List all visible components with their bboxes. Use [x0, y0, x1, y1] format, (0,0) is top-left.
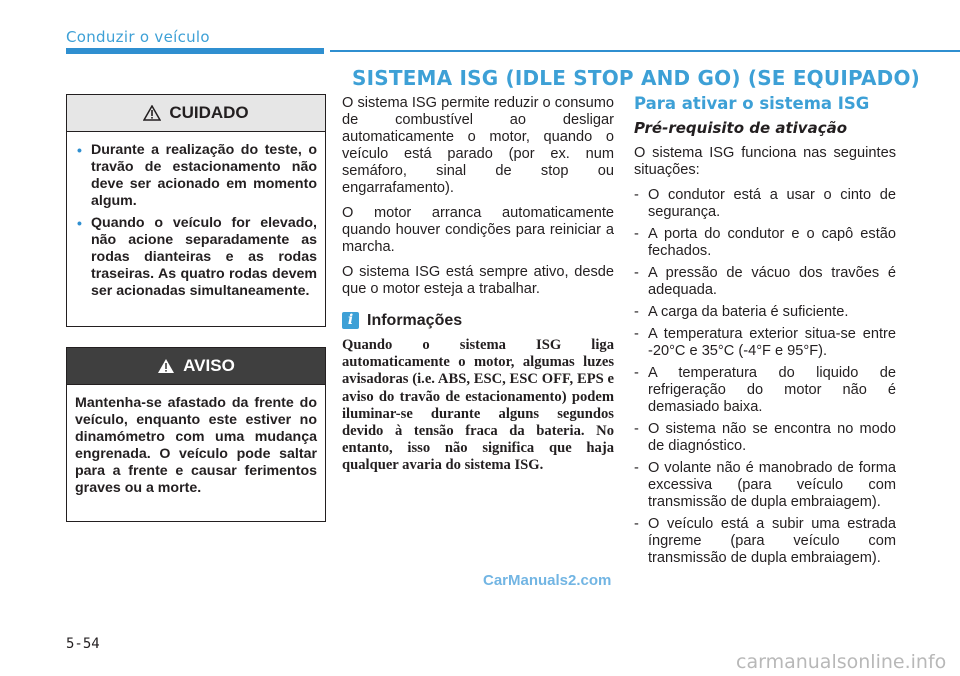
caution-item: • Quando o veículo for elevado, não acione separadamente as rodas dianteiras e as rodas traseiras. As quatro rodas devem ser acionadas simultaneamente.: [77, 215, 317, 299]
caution-label: CUIDADO: [169, 103, 249, 122]
caution-item: • Durante a realização do teste, o travão de estacionamento não deve ser acionado em momento algum.: [77, 142, 317, 209]
list-item: - O sistema não se encontra no modo de diagnóstico.: [634, 421, 896, 454]
caution-header: [67, 95, 325, 132]
caution-box: [66, 94, 326, 327]
warning-box: [66, 347, 326, 522]
bullet-icon: •: [77, 142, 82, 158]
info-icon: i: [342, 312, 359, 329]
list-item: - A carga da bateria é suficiente.: [634, 304, 849, 320]
section-title: Conduzir o veículo: [66, 28, 210, 46]
page-title: SISTEMA ISG (IDLE STOP AND GO) (SE EQUIPADO): [352, 66, 921, 90]
header-rule-thin: [330, 50, 960, 52]
subsection-heading: Pré-requisito de ativação: [634, 119, 848, 137]
watermark-carmanualsonline[interactable]: carmanualsonline.info: [736, 651, 947, 673]
paragraph: O sistema ISG permite reduzir o consumo de combustível ao desligar automaticamente o motor, quando o veículo está parado (por ex. num semáforo, sinal de stop ou engarrafamento).: [342, 95, 614, 196]
warning-header: [67, 348, 325, 385]
list-item: - O volante não é manobrado de forma excessiva (para veículo com transmissão de dupla embraiagem).: [634, 460, 896, 510]
list-item: - A porta do condutor e o capô estão fechados.: [634, 226, 896, 259]
list-item: - O veículo está a subir uma estrada íngreme (para veículo com transmissão de dupla embraiagem).: [634, 516, 896, 566]
paragraph: O sistema ISG está sempre ativo, desde que o motor esteja a trabalhar.: [342, 264, 614, 297]
info-text: Quando o sistema ISG liga automaticamente o motor, algumas luzes avisadoras (i.e. ABS, ESC, ESC OFF, EPS e aviso do travão de estacionamento) podem iluminar-se durante alguns segundos devido à tensão fraca da bateria. No entanto, isso não significa que haja qualquer avaria do sistema ISG.: [342, 337, 614, 474]
header-rule-thick: [66, 48, 324, 54]
dash-marker: -: [634, 304, 639, 320]
list-item: - A pressão de vácuo dos travões é adequada.: [634, 265, 896, 298]
page-number: 5-54: [66, 636, 100, 652]
list-item: - A temperatura exterior situa-se entre -20°C e 35°C (-4°F e 95°F).: [634, 326, 896, 359]
bullet-icon: •: [77, 215, 82, 231]
conditions-list: [634, 187, 896, 567]
list-item: - A temperatura do liquido de refrigeração do motor não é demasiado baixa.: [634, 365, 896, 415]
info-heading: [342, 312, 614, 329]
dash-marker: -: [634, 421, 639, 437]
intro-paragraph: O sistema ISG funciona nas seguintes situações:: [634, 145, 896, 178]
dash-marker: -: [634, 226, 639, 242]
info-label: Informações: [367, 312, 463, 329]
dash-marker: -: [634, 460, 639, 476]
section-heading: Para ativar o sistema ISG: [634, 94, 870, 113]
dash-marker: -: [634, 516, 639, 532]
watermark-carmanuals2[interactable]: CarManuals2.com: [483, 572, 612, 589]
column-2: [634, 95, 896, 572]
dash-marker: -: [634, 187, 639, 203]
column-1: [342, 95, 614, 475]
dash-marker: -: [634, 326, 639, 342]
paragraph: O motor arranca automaticamente quando houver condições para reiniciar a marcha.: [342, 205, 614, 255]
warning-triangle-outline-icon: [143, 105, 161, 121]
list-item: - O condutor está a usar o cinto de segurança.: [634, 187, 896, 220]
warning-label: AVISO: [183, 356, 235, 375]
dash-marker: -: [634, 265, 639, 281]
warning-text: Mantenha-se afastado da frente do veículo, enquanto este estiver no dinamómetro com uma mudança engrenada. O veículo pode saltar para a frente e causar ferimentos graves ou a morte.: [75, 395, 317, 496]
warning-triangle-icon: [157, 358, 175, 374]
caution-list: [67, 132, 325, 300]
dash-marker: -: [634, 365, 639, 381]
